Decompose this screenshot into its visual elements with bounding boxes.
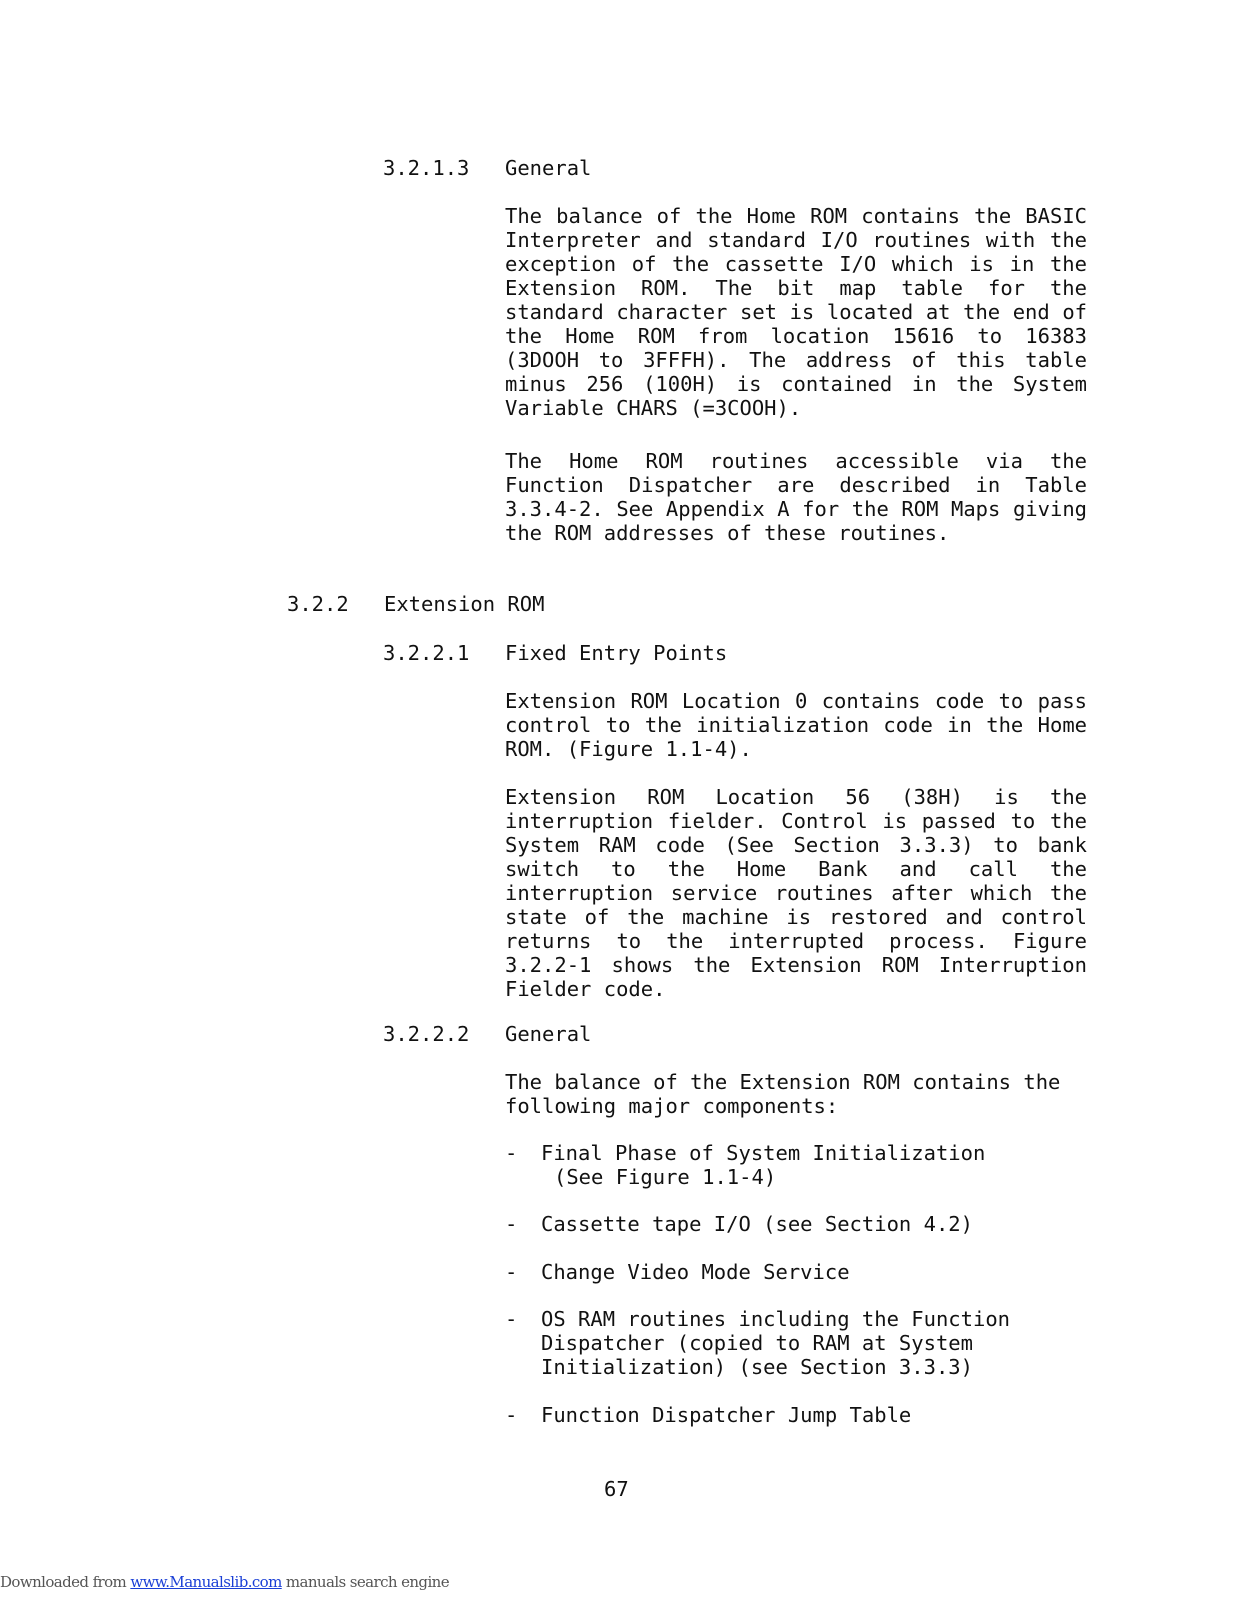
section-title-extension-rom: Extension ROM <box>384 592 545 616</box>
list-item-jump-table <box>505 1403 1087 1427</box>
section-title-fixed-entry-points: Fixed Entry Points <box>505 641 728 665</box>
list-item-subtext: (See Figure 1.1-4) <box>554 1165 777 1189</box>
download-footer <box>0 1573 449 1591</box>
bullet-marker: - <box>505 1141 518 1165</box>
footer-prefix: Downloaded from <box>0 1573 131 1591</box>
section-title-general-2: General <box>505 1022 592 1046</box>
paragraph-location-0: Extension ROM Location 0 contains code to pass control to the initialization code in the Home ROM. (Figure 1.1-4). <box>505 689 1087 761</box>
bullet-marker: - <box>505 1212 518 1236</box>
section-number-3-2-1-3: 3.2.1.3 <box>383 156 470 180</box>
list-item-os-ram <box>505 1307 1087 1379</box>
section-number-3-2-2-1: 3.2.2.1 <box>383 641 470 665</box>
paragraph-home-rom-balance: The balance of the Home ROM contains the BASIC Interpreter and standard I/O routines with the exception of the cassette I/O which is in the Extension ROM. The bit map table for the standard character set is located at the end of the Home ROM from location 15616 to 16383 (3DOOH to 3FFFH). The address of this table minus 256 (100H) is contained in the System Variable CHARS (=3COOH). <box>505 204 1087 420</box>
paragraph-extension-rom-balance: The balance of the Extension ROM contains the following major components: <box>505 1070 1061 1118</box>
section-number-3-2-2-2: 3.2.2.2 <box>383 1022 470 1046</box>
section-number-3-2-2: 3.2.2 <box>287 592 349 616</box>
footer-suffix: manuals search engine <box>281 1573 449 1591</box>
list-item-text: Final Phase of System Initialization <box>541 1141 986 1165</box>
list-item-final-phase <box>505 1141 1087 1189</box>
list-item-text: OS RAM routines including the Function Dispatcher (copied to RAM at System Initialization) (see Section 3.3.3) <box>541 1307 1010 1379</box>
paragraph-location-56: Extension ROM Location 56 (38H) is the interruption fielder. Control is passed to the System RAM code (See Section 3.3.3) to bank switch to the Home Bank and call the interruption service routines after which the state of the machine is restored and control returns to the interrupted process. Figure 3.2.2-1 shows the Extension ROM Interruption Fielder code. <box>505 785 1087 1001</box>
list-item-video-mode <box>505 1260 1087 1284</box>
bullet-marker: - <box>505 1403 518 1427</box>
section-title-general: General <box>505 156 592 180</box>
manualslib-link[interactable]: www.Manualslib.com <box>130 1573 282 1591</box>
paragraph-home-rom-routines: The Home ROM routines accessible via the Function Dispatcher are described in Table 3.3.4-2. See Appendix A for the ROM Maps giving the ROM addresses of these routines. <box>505 449 1087 545</box>
list-item-cassette-io <box>505 1212 1087 1236</box>
bullet-marker: - <box>505 1307 518 1331</box>
list-item-text: Function Dispatcher Jump Table <box>541 1403 912 1427</box>
list-item-text: Change Video Mode Service <box>541 1260 850 1284</box>
bullet-marker: - <box>505 1260 518 1284</box>
page-number: 67 <box>604 1477 629 1501</box>
list-item-text: Cassette tape I/O (see Section 4.2) <box>541 1212 973 1236</box>
